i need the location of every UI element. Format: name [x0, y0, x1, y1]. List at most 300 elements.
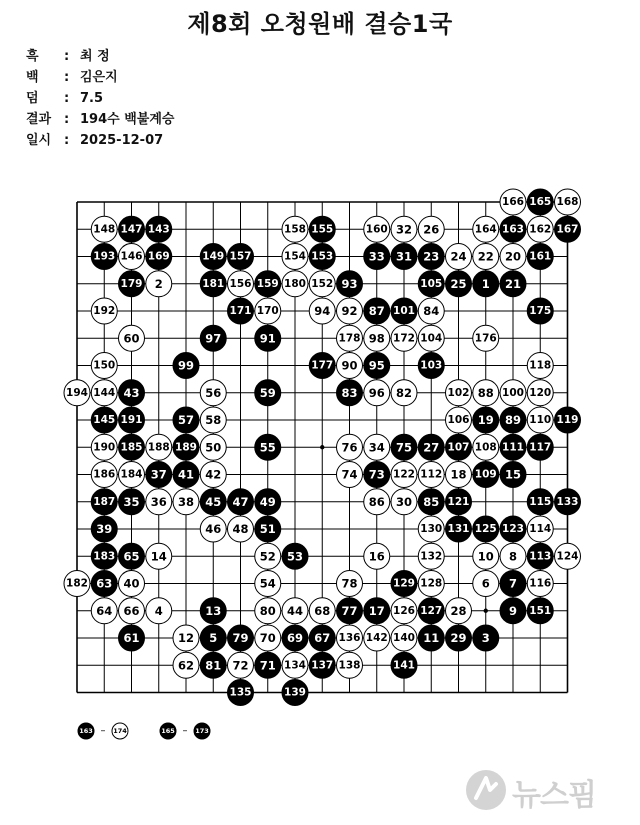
- move-number: 15: [504, 467, 522, 482]
- move-number: 44: [286, 603, 304, 618]
- black-stone: [282, 680, 308, 706]
- move-number: 111: [502, 441, 524, 454]
- move-number: 4: [154, 603, 163, 618]
- black-stone: [91, 407, 117, 433]
- move-number: 113: [529, 550, 552, 563]
- move-number: 176: [474, 332, 497, 345]
- white-stone: [309, 271, 335, 297]
- move-number: 47: [232, 494, 249, 509]
- black-stone: [200, 489, 226, 515]
- white-stone: [527, 380, 553, 406]
- white-stone: [337, 298, 363, 324]
- move-number: 151: [529, 604, 552, 617]
- move-number: 116: [529, 577, 552, 590]
- move-number: 129: [393, 577, 415, 590]
- move-number: 39: [96, 522, 113, 536]
- white-stone: [364, 325, 390, 351]
- move-number: 155: [311, 223, 334, 236]
- move-number: 19: [477, 413, 494, 427]
- black-stone: [446, 271, 472, 297]
- black-stone: [364, 298, 390, 324]
- move-number: 131: [447, 523, 470, 535]
- white-stone: [337, 625, 363, 651]
- move-number: 40: [123, 576, 140, 591]
- black-stone: [500, 571, 526, 597]
- white-stone: [200, 462, 226, 488]
- newspim-logo-icon: [464, 768, 508, 816]
- black-stone: [200, 598, 226, 624]
- move-number: 63: [96, 576, 113, 591]
- move-number: 31: [395, 249, 413, 264]
- move-number: 6: [481, 576, 490, 591]
- white-stone: [91, 462, 117, 488]
- move-number: 154: [284, 250, 306, 263]
- move-number: 89: [504, 413, 522, 427]
- white-stone: [255, 298, 281, 324]
- move-number: 142: [365, 632, 388, 644]
- move-number: 122: [393, 468, 415, 481]
- move-number: 152: [311, 277, 334, 290]
- move-number: 150: [93, 359, 116, 372]
- black-stone: [255, 434, 281, 460]
- black-stone: [282, 625, 308, 651]
- black-stone: [91, 489, 117, 515]
- move-number: 119: [556, 414, 579, 426]
- watermark-text: 뉴스핌: [512, 778, 596, 813]
- white-stone: [91, 380, 117, 406]
- black-stone: [200, 325, 226, 351]
- move-number: 133: [556, 495, 579, 508]
- move-number: 69: [286, 631, 304, 645]
- black-stone: [119, 216, 145, 242]
- move-number: 65: [123, 549, 140, 564]
- black-stone: [527, 298, 553, 324]
- page-title: 제8회 오청원배 결승1국: [187, 10, 453, 38]
- black-stone: [173, 353, 199, 379]
- move-number: 48: [232, 522, 249, 536]
- move-number: 124: [556, 550, 579, 563]
- white-stone: [391, 489, 417, 515]
- move-number: 87: [368, 304, 385, 318]
- move-number: 109: [474, 468, 497, 481]
- move-number: 163: [79, 727, 93, 735]
- black-stone: [555, 216, 581, 242]
- info-sep: :: [64, 91, 70, 106]
- move-number: 137: [311, 659, 334, 672]
- black-stone: [255, 652, 281, 678]
- move-number: 54: [259, 576, 276, 591]
- move-number: 107: [447, 441, 470, 454]
- black-stone: [200, 271, 226, 297]
- black-stone: [255, 380, 281, 406]
- move-number: 93: [341, 276, 358, 291]
- move-number: 125: [474, 523, 497, 535]
- white-stone: [473, 543, 499, 569]
- white-stone: [473, 571, 499, 597]
- move-number: 140: [393, 632, 415, 644]
- move-number: 194: [66, 386, 88, 399]
- black-stone: [555, 407, 581, 433]
- black-stone: [446, 434, 472, 460]
- white-stone: [255, 571, 281, 597]
- move-number: 186: [93, 468, 116, 481]
- move-number: 45: [205, 494, 222, 509]
- move-number: 164: [474, 223, 497, 236]
- move-number: 20: [504, 249, 522, 264]
- white-stone: [112, 723, 128, 739]
- move-number: 178: [338, 332, 361, 345]
- white-stone: [119, 325, 145, 351]
- move-number: 98: [368, 331, 385, 346]
- white-stone: [173, 489, 199, 515]
- black-stone: [337, 271, 363, 297]
- move-number: 91: [259, 331, 276, 346]
- info-value: 7.5: [80, 91, 104, 106]
- note-dash: –: [100, 725, 106, 737]
- white-stone: [309, 598, 335, 624]
- move-number: 153: [311, 250, 334, 263]
- move-number: 52: [259, 549, 276, 564]
- white-stone: [200, 434, 226, 460]
- white-stone: [91, 598, 117, 624]
- info-value: 2025-12-07: [80, 133, 164, 148]
- move-number: 43: [123, 385, 140, 400]
- info-sep: :: [64, 70, 70, 85]
- black-stone: [500, 434, 526, 460]
- black-stone: [473, 625, 499, 651]
- move-notes: [78, 723, 210, 739]
- move-number: 34: [368, 440, 385, 455]
- white-stone: [473, 244, 499, 270]
- star-point: [320, 445, 324, 449]
- black-stone: [228, 489, 254, 515]
- move-number: 179: [120, 277, 143, 290]
- black-stone: [473, 271, 499, 297]
- move-number: 32: [395, 222, 413, 237]
- move-number: 130: [420, 523, 443, 535]
- move-number: 169: [147, 250, 170, 263]
- black-stone: [255, 271, 281, 297]
- move-number: 11: [423, 631, 440, 645]
- info-key: 백: [26, 70, 39, 85]
- info-key: 흑: [26, 49, 39, 64]
- move-number: 76: [341, 440, 358, 455]
- info-value: 194수 백불계승: [80, 112, 175, 127]
- move-number: 14: [150, 549, 167, 564]
- white-stone: [555, 543, 581, 569]
- white-stone: [391, 462, 417, 488]
- move-number: 49: [259, 494, 276, 509]
- move-number: 24: [450, 249, 467, 264]
- move-number: 60: [123, 331, 140, 346]
- white-stone: [337, 325, 363, 351]
- move-number: 12: [177, 631, 195, 645]
- black-stone: [119, 271, 145, 297]
- move-number: 66: [123, 603, 140, 618]
- black-stone: [446, 516, 472, 542]
- move-number: 165: [161, 727, 175, 735]
- white-stone: [173, 625, 199, 651]
- white-stone: [119, 462, 145, 488]
- white-stone: [64, 571, 90, 597]
- white-stone: [337, 571, 363, 597]
- white-stone: [337, 434, 363, 460]
- move-number: 171: [229, 305, 252, 317]
- white-stone: [337, 652, 363, 678]
- move-number: 108: [474, 441, 497, 454]
- move-number: 74: [341, 467, 358, 482]
- move-number: 92: [341, 304, 358, 318]
- white-stone: [418, 298, 444, 324]
- move-number: 126: [393, 604, 415, 617]
- white-stone: [473, 216, 499, 242]
- white-stone: [364, 543, 390, 569]
- black-stone: [91, 244, 117, 270]
- white-stone: [146, 598, 172, 624]
- move-number: 86: [368, 494, 385, 509]
- move-number: 161: [529, 250, 552, 263]
- white-stone: [500, 543, 526, 569]
- move-number: 120: [529, 386, 552, 399]
- white-stone: [473, 380, 499, 406]
- white-stone: [119, 571, 145, 597]
- black-stone: [78, 723, 94, 739]
- move-number: 148: [93, 223, 116, 236]
- black-stone: [309, 625, 335, 651]
- white-stone: [418, 462, 444, 488]
- move-number: 117: [529, 441, 552, 454]
- move-number: 181: [202, 277, 225, 290]
- black-stone: [255, 489, 281, 515]
- black-stone: [473, 516, 499, 542]
- white-stone: [91, 298, 117, 324]
- move-number: 192: [93, 305, 116, 317]
- white-stone: [200, 407, 226, 433]
- move-number: 37: [150, 467, 167, 482]
- info-key: 덤: [26, 91, 39, 106]
- black-stone: [527, 489, 553, 515]
- move-number: 95: [368, 358, 385, 373]
- move-number: 82: [395, 385, 413, 400]
- white-stone: [255, 625, 281, 651]
- move-number: 127: [420, 604, 443, 617]
- white-stone: [527, 516, 553, 542]
- move-number: 184: [120, 468, 143, 481]
- move-number: 22: [477, 249, 494, 264]
- move-number: 10: [477, 549, 494, 564]
- move-number: 177: [311, 359, 334, 372]
- black-stone: [194, 723, 210, 739]
- move-number: 144: [93, 386, 116, 399]
- move-number: 115: [529, 495, 552, 508]
- move-number: 58: [205, 413, 222, 427]
- move-number: 67: [314, 631, 331, 645]
- black-stone: [364, 353, 390, 379]
- move-number: 191: [120, 414, 143, 426]
- move-number: 173: [195, 727, 209, 735]
- move-number: 158: [284, 223, 306, 236]
- move-number: 9: [508, 603, 518, 618]
- white-stone: [446, 462, 472, 488]
- move-number: 26: [423, 222, 440, 237]
- black-stone: [446, 625, 472, 651]
- black-stone: [527, 434, 553, 460]
- black-stone: [418, 489, 444, 515]
- move-number: 172: [393, 332, 415, 345]
- move-number: 118: [529, 359, 552, 372]
- move-number: 104: [420, 332, 443, 345]
- black-stone: [446, 489, 472, 515]
- move-number: 84: [423, 304, 440, 318]
- move-number: 174: [113, 727, 127, 735]
- black-stone: [173, 434, 199, 460]
- move-number: 30: [395, 494, 413, 509]
- move-number: 64: [96, 603, 113, 618]
- move-number: 35: [123, 494, 140, 509]
- black-stone: [119, 489, 145, 515]
- black-stone: [500, 598, 526, 624]
- move-number: 88: [477, 385, 494, 400]
- info-value: 최 정: [80, 49, 110, 64]
- black-stone: [391, 652, 417, 678]
- white-stone: [391, 216, 417, 242]
- move-number: 112: [420, 468, 443, 481]
- move-number: 42: [205, 467, 222, 482]
- info-sep: :: [64, 133, 70, 148]
- black-stone: [391, 434, 417, 460]
- move-number: 138: [338, 659, 361, 672]
- move-number: 143: [147, 223, 170, 236]
- black-stone: [500, 216, 526, 242]
- move-number: 162: [529, 223, 552, 236]
- black-stone: [309, 244, 335, 270]
- move-number: 81: [205, 658, 222, 673]
- white-stone: [146, 489, 172, 515]
- white-stone: [391, 380, 417, 406]
- black-stone: [173, 407, 199, 433]
- black-stone: [119, 625, 145, 651]
- black-stone: [228, 625, 254, 651]
- move-number: 175: [529, 305, 552, 317]
- white-stone: [446, 244, 472, 270]
- move-number: 38: [177, 494, 195, 509]
- move-number: 73: [368, 467, 385, 482]
- move-number: 188: [147, 441, 170, 454]
- move-number: 101: [393, 305, 415, 317]
- watermark: [462, 768, 622, 812]
- black-stone: [309, 216, 335, 242]
- move-number: 106: [447, 414, 470, 426]
- black-stone: [527, 189, 553, 215]
- black-stone: [119, 380, 145, 406]
- move-number: 170: [256, 305, 279, 317]
- move-number: 103: [420, 359, 443, 372]
- move-number: 189: [175, 441, 197, 454]
- white-stone: [391, 325, 417, 351]
- black-stone: [418, 434, 444, 460]
- move-number: 23: [423, 249, 440, 264]
- move-number: 97: [205, 331, 222, 346]
- white-stone: [364, 489, 390, 515]
- black-stone: [91, 516, 117, 542]
- move-number: 33: [368, 249, 385, 264]
- move-number: 156: [229, 277, 252, 290]
- white-stone: [527, 216, 553, 242]
- white-stone: [418, 571, 444, 597]
- white-stone: [391, 625, 417, 651]
- white-stone: [418, 516, 444, 542]
- white-stone: [364, 625, 390, 651]
- white-stone: [64, 380, 90, 406]
- move-number: 166: [502, 196, 524, 208]
- white-stone: [500, 380, 526, 406]
- black-stone: [555, 489, 581, 515]
- move-number: 61: [123, 631, 140, 645]
- black-stone: [500, 516, 526, 542]
- white-stone: [146, 271, 172, 297]
- info-sep: :: [64, 49, 70, 64]
- move-number: 83: [341, 385, 358, 400]
- move-number: 57: [177, 413, 195, 427]
- move-number: 149: [202, 250, 225, 263]
- black-stone: [228, 244, 254, 270]
- black-stone: [255, 516, 281, 542]
- move-number: 135: [229, 686, 252, 699]
- move-number: 25: [450, 276, 467, 291]
- move-number: 36: [150, 494, 167, 509]
- move-number: 146: [120, 250, 143, 263]
- black-stone: [418, 244, 444, 270]
- white-stone: [228, 652, 254, 678]
- white-stone: [146, 543, 172, 569]
- move-number: 159: [256, 277, 279, 290]
- white-stone: [282, 244, 308, 270]
- move-number: 190: [93, 441, 116, 454]
- move-number: 2: [154, 276, 163, 291]
- black-stone: [228, 298, 254, 324]
- move-number: 72: [232, 658, 249, 673]
- white-stone: [119, 598, 145, 624]
- black-stone: [527, 244, 553, 270]
- white-stone: [228, 516, 254, 542]
- white-stone: [91, 434, 117, 460]
- black-stone: [473, 407, 499, 433]
- black-stone: [228, 680, 254, 706]
- white-stone: [364, 380, 390, 406]
- move-number: 114: [529, 523, 552, 535]
- white-stone: [473, 434, 499, 460]
- move-number: 78: [341, 576, 358, 591]
- white-stone: [91, 353, 117, 379]
- white-stone: [446, 407, 472, 433]
- white-stone: [173, 652, 199, 678]
- white-stone: [228, 271, 254, 297]
- black-stone: [527, 598, 553, 624]
- star-point: [484, 609, 488, 613]
- white-stone: [309, 298, 335, 324]
- white-stone: [282, 216, 308, 242]
- move-number: 50: [205, 440, 222, 455]
- move-number: 110: [529, 414, 552, 426]
- move-number: 121: [447, 495, 470, 508]
- black-stone: [364, 598, 390, 624]
- black-stone: [200, 652, 226, 678]
- black-stone: [91, 543, 117, 569]
- black-stone: [309, 652, 335, 678]
- white-stone: [282, 271, 308, 297]
- move-number: 99: [177, 358, 195, 373]
- black-stone: [146, 462, 172, 488]
